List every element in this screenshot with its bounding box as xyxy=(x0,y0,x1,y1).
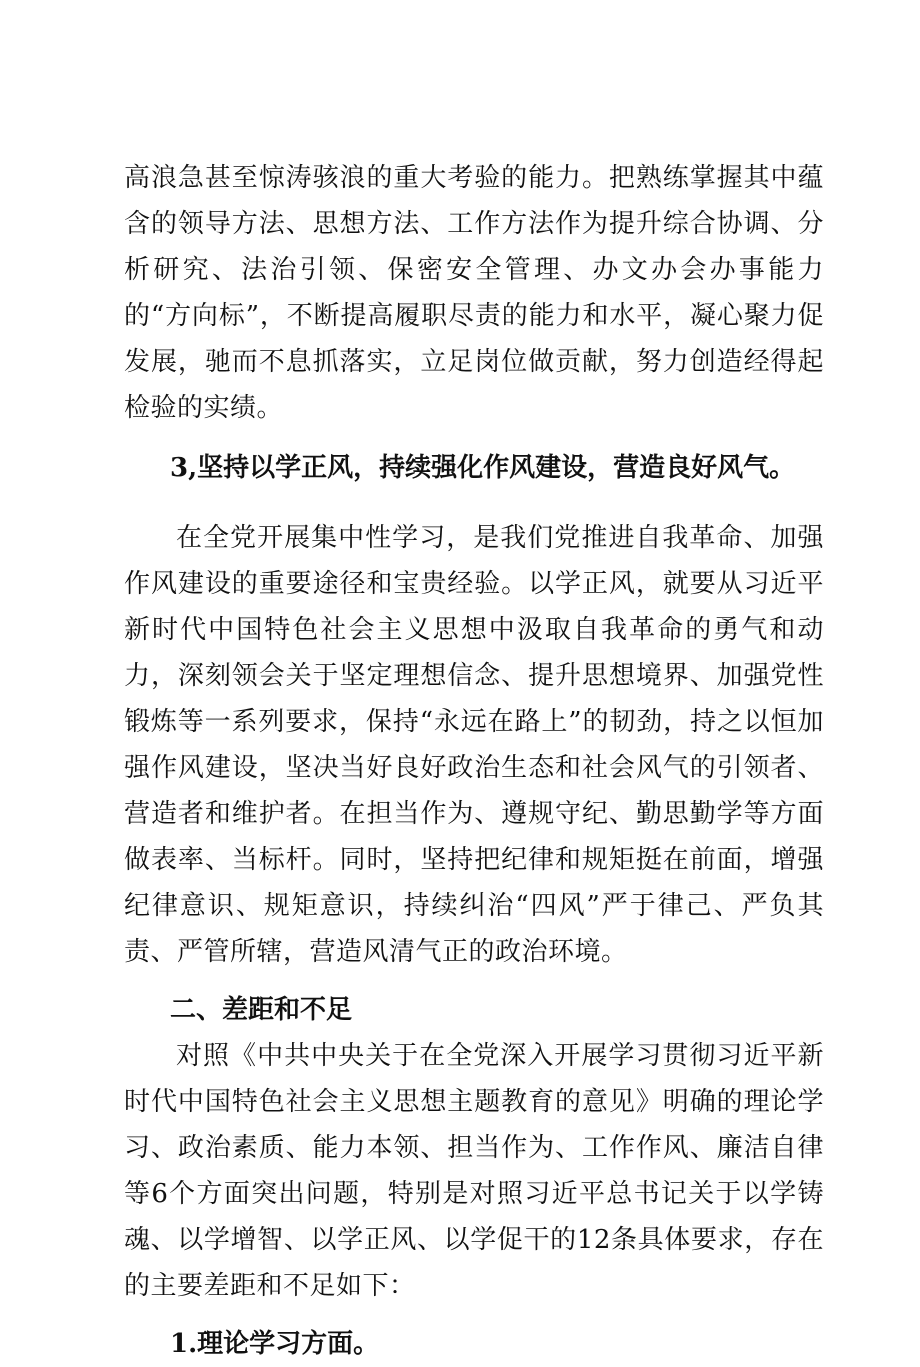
paragraph-section-2: 对照《中共中央关于在全党深入开展学习贯彻习近平新时代中国特色社会主义思想主题教育的意见》明确的理论学习、政治素质、能力本领、担当作为、工作作风、廉洁自律等6个方面突出问题，特别是对照习近平总书记关于以学铸魂、以学增智、以学正风、以学促干的12条具体要求，存在的主要差距和不足如下： xyxy=(124,1041,824,1301)
document-body xyxy=(124,155,824,1367)
subheading-1: 1.理论学习方面。 xyxy=(170,1329,380,1359)
paragraph-continuation: 高浪急甚至惊涛骇浪的重大考验的能力。把熟练掌握其中蕴含的领导方法、思想方法、工作方法作为提升综合协调、分析研究、法治引领、保密安全管理、办文办会办事能力的“方向标”，不断提高履职尽责的能力和水平，凝心聚力促发展，驰而不息抓落实，立足岗位做贡献，努力创造经得起检验的实绩。 xyxy=(124,163,824,423)
section-2-title: 二、差距和不足 xyxy=(170,995,353,1025)
heading-3: 3,坚持以学正风，持续强化作风建设，营造良好风气。 xyxy=(170,453,796,483)
paragraph-3: 在全党开展集中性学习，是我们党推进自我革命、加强作风建设的重要途径和宝贵经验。以学正风，就要从习近平新时代中国特色社会主义思想中汲取自我革命的勇气和动力，深刻领会关于坚定理想信念、提升思想境界、加强党性锻炼等一系列要求，保持“永远在路上”的韧劲，持之以恒加强作风建设，坚决当好良好政治生态和社会风气的引领者、营造者和维护者。在担当作为、遵规守纪、勤思勤学等方面做表率、当标杆。同时，坚持把纪律和规矩挺在前面，增强纪律意识、规矩意识，持续纠治“四风”严于律己、严负其责、严管所辖，营造风清气正的政治环境。 xyxy=(124,523,824,967)
